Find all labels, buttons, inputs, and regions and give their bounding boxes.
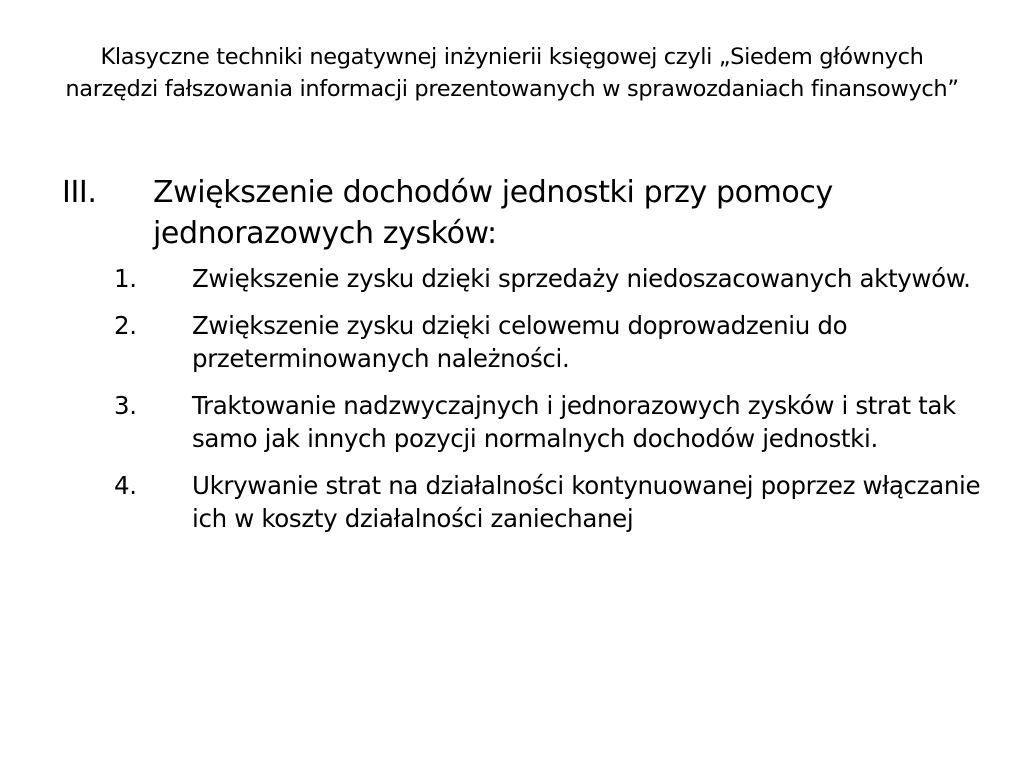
list-item-text: Zwiększenie zysku dzięki celowemu doprowadzeniu do przeterminowanych należności. bbox=[192, 310, 848, 373]
list-item-number: 3. bbox=[114, 390, 137, 420]
list-item-text: Traktowanie nadzwyczajnych i jednorazowych zysków i strat tak samo jak innych pozycji normalnych dochodów jednostki. bbox=[192, 390, 956, 453]
section-heading bbox=[62, 172, 982, 254]
list-item bbox=[114, 309, 982, 376]
list-item-number: 4. bbox=[114, 470, 137, 500]
list-item bbox=[114, 262, 982, 296]
list-item bbox=[114, 469, 982, 536]
list-item-text: Ukrywanie strat na działalności kontynuowanej poprzez włączanie ich w koszty działalności zaniechanej bbox=[192, 470, 981, 533]
list-item-text: Zwiększenie zysku dzięki sprzedaży niedoszacowanych aktywów. bbox=[192, 264, 971, 293]
list-item-number: 2. bbox=[114, 310, 137, 340]
numbered-list bbox=[62, 262, 982, 536]
list-item bbox=[114, 389, 982, 456]
slide-content bbox=[62, 172, 982, 549]
list-item-number: 1. bbox=[114, 264, 137, 293]
slide-title: Klasyczne techniki negatywnej inżynierii księgowej czyli „Siedem głównych narzędzi fałszowania informacji prezentowanych w sprawozdaniach finansowych” bbox=[65, 44, 959, 102]
section-text: Zwiększenie dochodów jednostki przy pomocy jednorazowych zysków: bbox=[153, 175, 833, 251]
section-number: III. bbox=[62, 175, 97, 210]
